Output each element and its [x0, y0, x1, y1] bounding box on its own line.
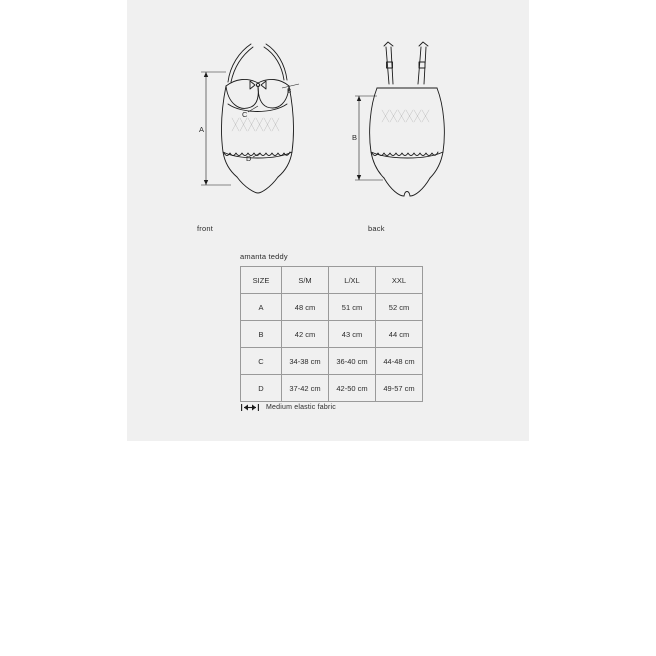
cell-value: 51 cm: [329, 294, 376, 321]
elasticity-footnote-text: Medium elastic fabric: [266, 404, 336, 411]
table-header-sm: S/M: [282, 267, 329, 294]
cell-value: 42-50 cm: [329, 375, 376, 402]
table-row: [241, 348, 423, 375]
cell-value: 43 cm: [329, 321, 376, 348]
elastic-arrow-icon: [240, 403, 260, 412]
product-title: amanta teddy: [240, 252, 288, 261]
table-header-xxl: XXL: [376, 267, 423, 294]
cell-value: 37-42 cm: [282, 375, 329, 402]
cell-value: 44-48 cm: [376, 348, 423, 375]
measure-label-A: A: [199, 125, 205, 134]
table-row: [241, 321, 423, 348]
cell-value: 44 cm: [376, 321, 423, 348]
table-row: [241, 294, 423, 321]
cell-value: 49-57 cm: [376, 375, 423, 402]
size-table: [240, 266, 423, 402]
row-label: C: [241, 348, 282, 375]
measure-label-D: D: [246, 154, 252, 163]
row-label: D: [241, 375, 282, 402]
caption-back: back: [368, 224, 385, 233]
elasticity-footnote: [240, 403, 336, 412]
measure-label-C: C: [242, 110, 248, 119]
cell-value: 52 cm: [376, 294, 423, 321]
row-label: A: [241, 294, 282, 321]
table-header-row: [241, 267, 423, 294]
cell-value: 34-38 cm: [282, 348, 329, 375]
caption-front: front: [197, 224, 214, 233]
measure-label-B: B: [352, 133, 358, 142]
table-header-size: SIZE: [241, 267, 282, 294]
measure-label-B-front: B: [287, 88, 292, 95]
row-label: B: [241, 321, 282, 348]
cell-value: 42 cm: [282, 321, 329, 348]
cell-value: 36-40 cm: [329, 348, 376, 375]
cell-value: 48 cm: [282, 294, 329, 321]
technical-drawings: [127, 0, 529, 240]
back-view-drawing: [127, 0, 529, 240]
table-header-lxl: L/XL: [329, 267, 376, 294]
table-row: [241, 375, 423, 402]
